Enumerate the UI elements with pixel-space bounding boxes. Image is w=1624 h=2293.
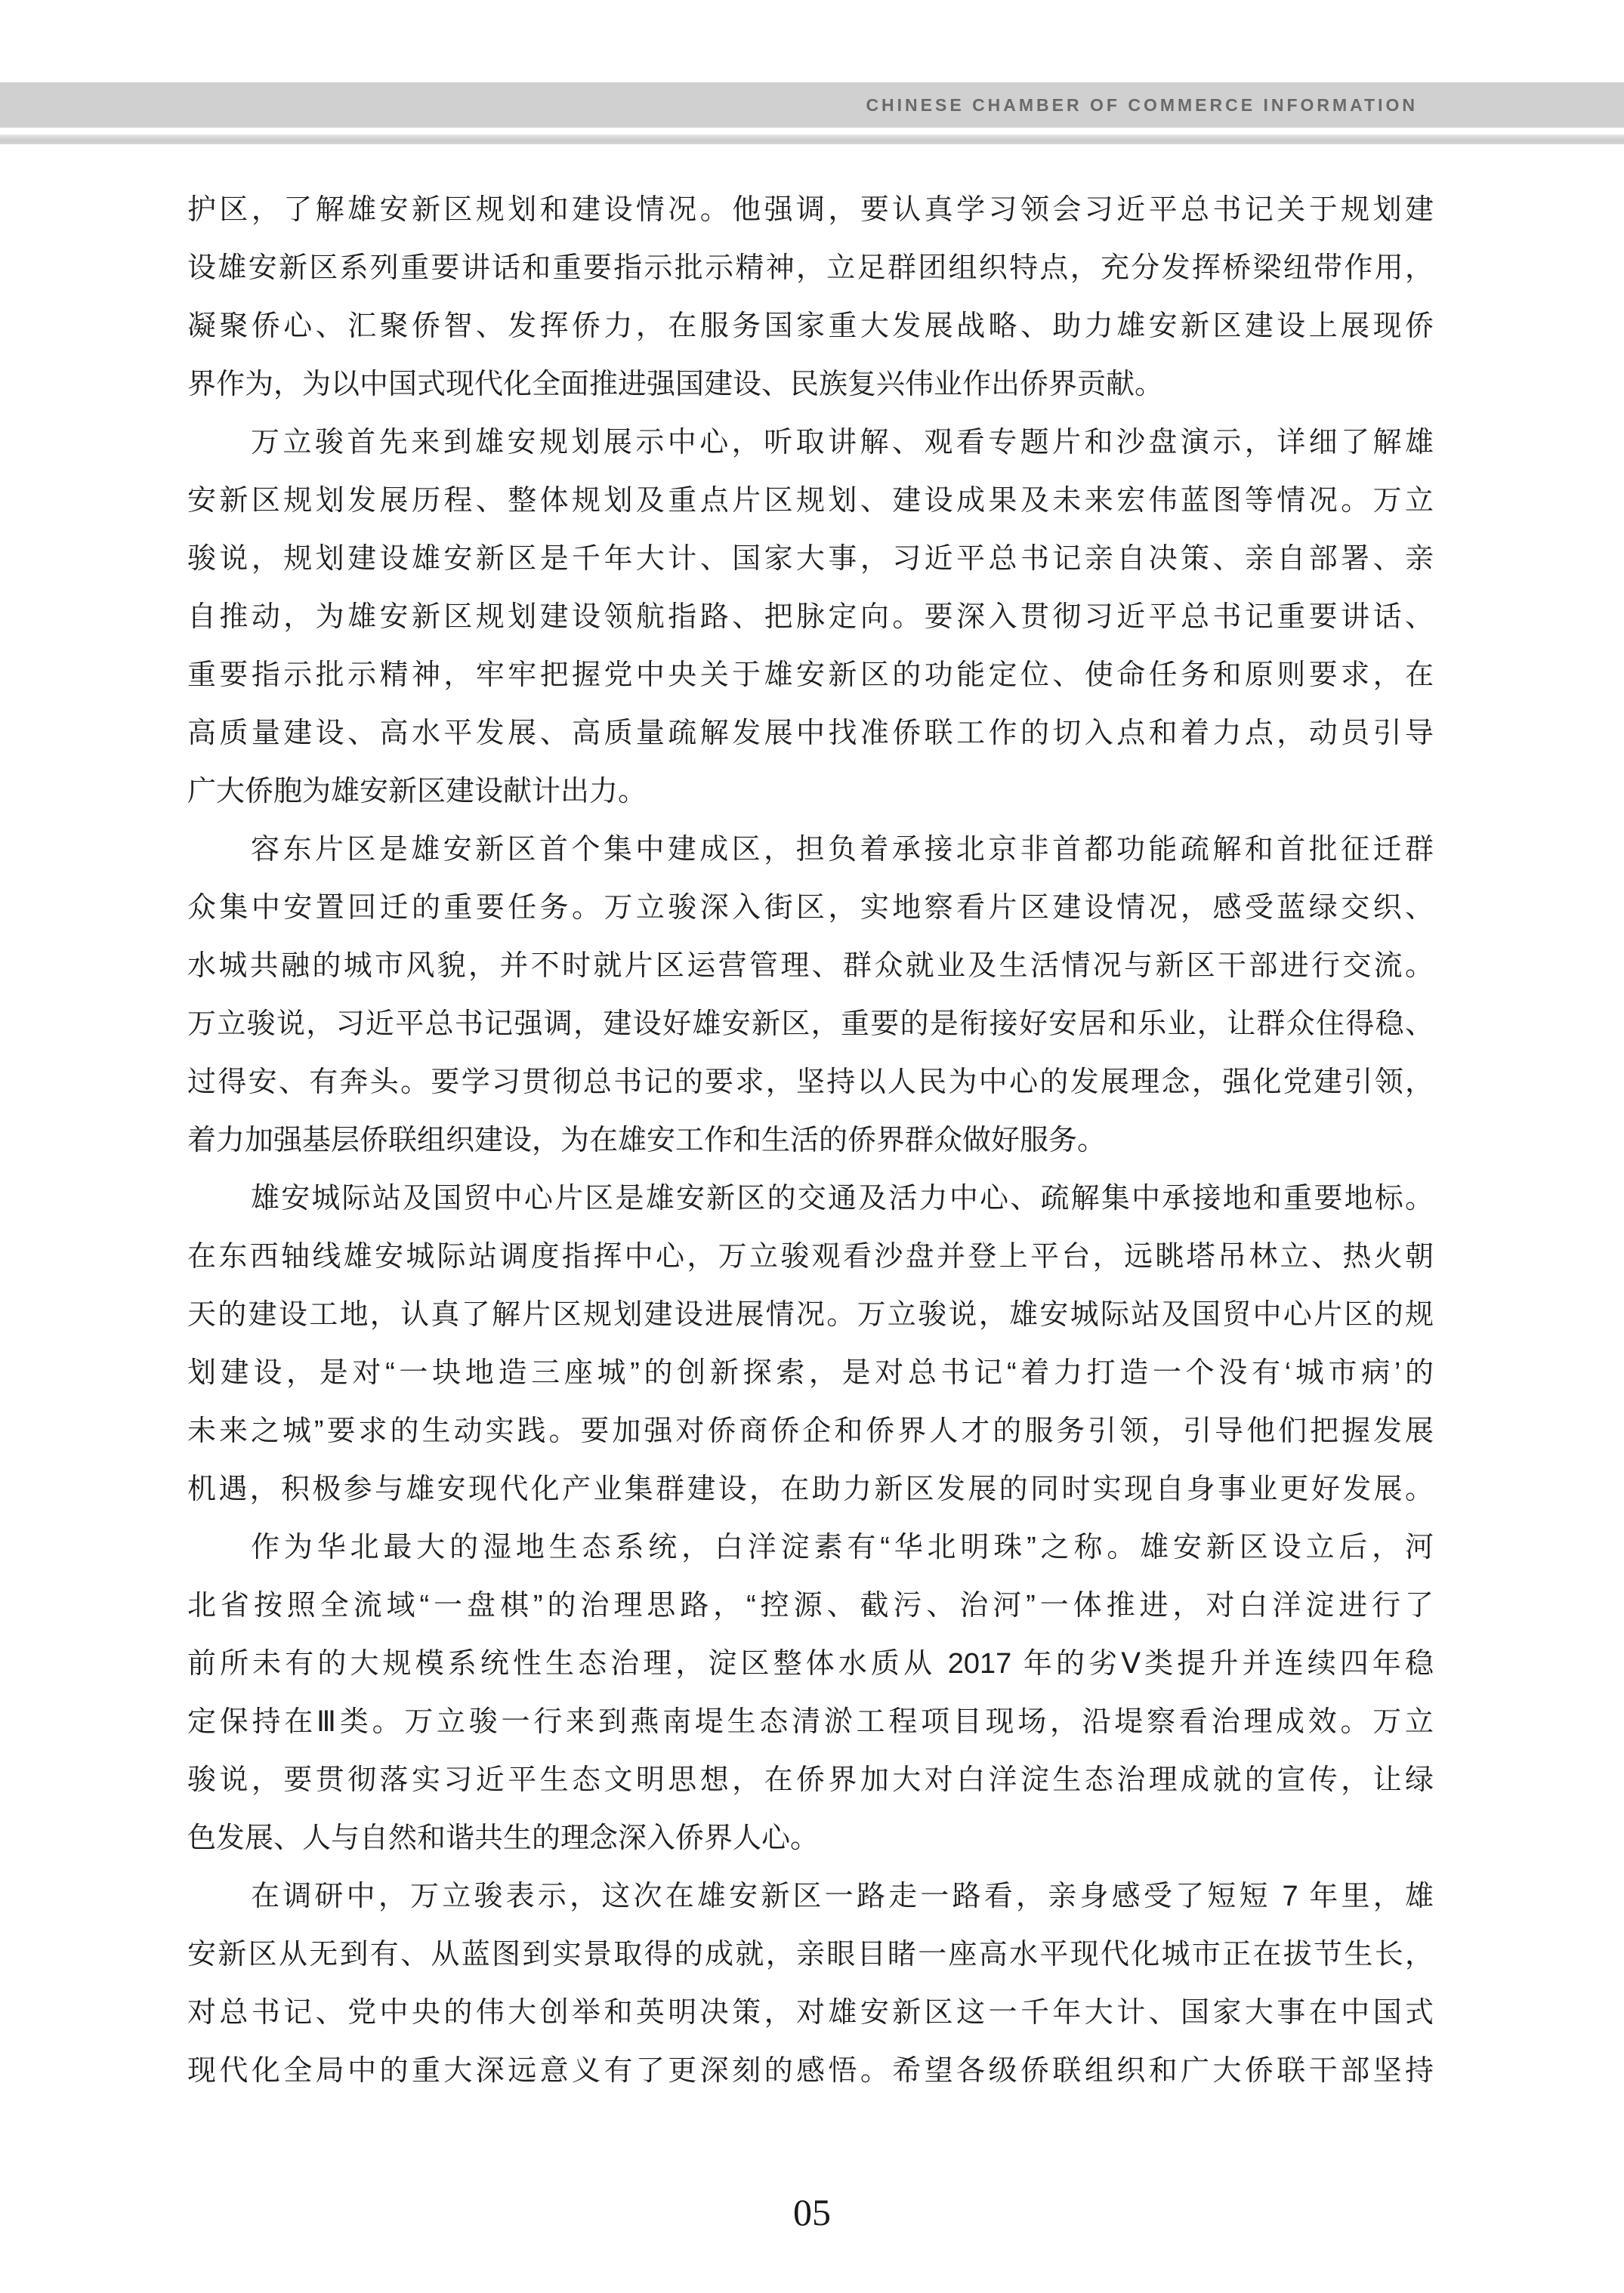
text-line: 安新区从无到有、从蓝图到实景取得的成就，亲眼目睹一座高水平现代化城市正在拔节生长， (187, 1939, 1434, 1970)
text-line: 界作为，为以中国式现代化全面推进强国建设、民族复兴伟业作出侨界贡献。 (187, 369, 1164, 400)
text-line: 重要指示批示精神，牢牢把握党中央关于雄安新区的功能定位、使命任务和原则要求，在 (187, 659, 1434, 691)
article-body (187, 181, 1434, 2100)
text-line: 着力加强基层侨联组织建设，为在雄安工作和生活的侨界群众做好服务。 (187, 1125, 1107, 1156)
text-line: 自推动，为雄安新区规划建设领航指路、把脉定向。要深入贯彻习近平总书记重要讲话、 (187, 601, 1434, 633)
header-divider (0, 134, 1624, 144)
text-line: 划建设，是对“一块地造三座城”的创新探索，是对总书记“着力打造一个没有‘城市病’的 (187, 1357, 1434, 1389)
text-line: 安新区规划发展历程、整体规划及重点片区规划、建设成果及未来宏伟蓝图等情况。万立 (187, 485, 1434, 517)
text-line: 雄安城际站及国贸中心片区是雄安新区的交通及活力中心、疏解集中承接地和重要地标。 (251, 1183, 1434, 1214)
header-band (0, 82, 1624, 128)
text-line: 未来之城”要求的生动实践。要加强对侨商侨企和侨界人才的服务引领，引导他们把握发展 (187, 1415, 1434, 1447)
text-line: 过得安、有奔头。要学习贯彻总书记的要求，坚持以人民为中心的发展理念，强化党建引领， (187, 1066, 1434, 1098)
text-line: 作为华北最大的湿地生态系统，白洋淀素有“华北明珠”之称。雄安新区设立后，河 (251, 1532, 1434, 1563)
header-banner-text: CHINESE CHAMBER OF COMMERCE INFORMATION (866, 95, 1418, 115)
text-line: 广大侨胞为雄安新区建设献计出力。 (187, 776, 647, 807)
text-line: 万立骏首先来到雄安规划展示中心，听取讲解、观看专题片和沙盘演示，详细了解雄 (251, 427, 1434, 458)
text-line: 众集中安置回迁的重要任务。万立骏深入街区，实地察看片区建设情况，感受蓝绿交织、 (187, 892, 1434, 924)
text-line: 水城共融的城市风貌，并不时就片区运营管理、群众就业及生活情况与新区干部进行交流。 (187, 950, 1434, 982)
text-line: 定保持在Ⅲ类。万立骏一行来到燕南堤生态清淤工程项目现场，沿堤察看治理成效。万立 (187, 1706, 1434, 1738)
text-line: 在东西轴线雄安城际站调度指挥中心，万立骏观看沙盘并登上平台，远眺塔吊林立、热火朝 (187, 1241, 1434, 1273)
text-line: 色发展、人与自然和谐共生的理念深入侨界人心。 (187, 1822, 820, 1854)
text-line: 在调研中，万立骏表示，这次在雄安新区一路走一路看，亲身感受了短短 7 年里，雄 (251, 1881, 1434, 1912)
text-line: 护区，了解雄安新区规划和建设情况。他强调，要认真学习领会习近平总书记关于规划建 (187, 194, 1434, 226)
text-line: 前所未有的大规模系统性生态治理，淀区整体水质从 2017 年的劣Ⅴ类提升并连续四年稳 (187, 1648, 1434, 1680)
text-line: 设雄安新区系列重要讲话和重要指示批示精神，立足群团组织特点，充分发挥桥梁纽带作用， (187, 252, 1434, 284)
page-number: 05 (793, 2191, 831, 2233)
text-line: 北省按照全流域“一盘棋”的治理思路，“控源、截污、治河”一体推进，对白洋淀进行了 (187, 1590, 1434, 1622)
text-line: 万立骏说，习近平总书记强调，建设好雄安新区，重要的是衔接好安居和乐业，让群众住得稳、 (187, 1008, 1434, 1040)
text-line: 机遇，积极参与雄安现代化产业集群建设，在助力新区发展的同时实现自身事业更好发展。 (187, 1474, 1434, 1505)
text-line: 天的建设工地，认真了解片区规划建设进展情况。万立骏说，雄安城际站及国贸中心片区的规 (187, 1299, 1434, 1331)
text-line: 对总书记、党中央的伟大创举和英明决策，对雄安新区这一千年大计、国家大事在中国式 (187, 1997, 1434, 2029)
text-line: 容东片区是雄安新区首个集中建成区，担负着承接北京非首都功能疏解和首批征迁群 (251, 834, 1434, 866)
text-line: 高质量建设、高水平发展、高质量疏解发展中找准侨联工作的切入点和着力点，动员引导 (187, 718, 1434, 749)
text-line: 骏说，要贯彻落实习近平生态文明思想，在侨界加大对白洋淀生态治理成就的宣传，让绿 (187, 1764, 1434, 1796)
text-line: 凝聚侨心、汇聚侨智、发挥侨力，在服务国家重大发展战略、助力雄安新区建设上展现侨 (187, 310, 1434, 342)
text-line: 现代化全局中的重大深远意义有了更深刻的感悟。希望各级侨联组织和广大侨联干部坚持 (187, 2055, 1434, 2087)
text-line: 骏说，规划建设雄安新区是千年大计、国家大事，习近平总书记亲自决策、亲自部署、亲 (187, 543, 1434, 575)
